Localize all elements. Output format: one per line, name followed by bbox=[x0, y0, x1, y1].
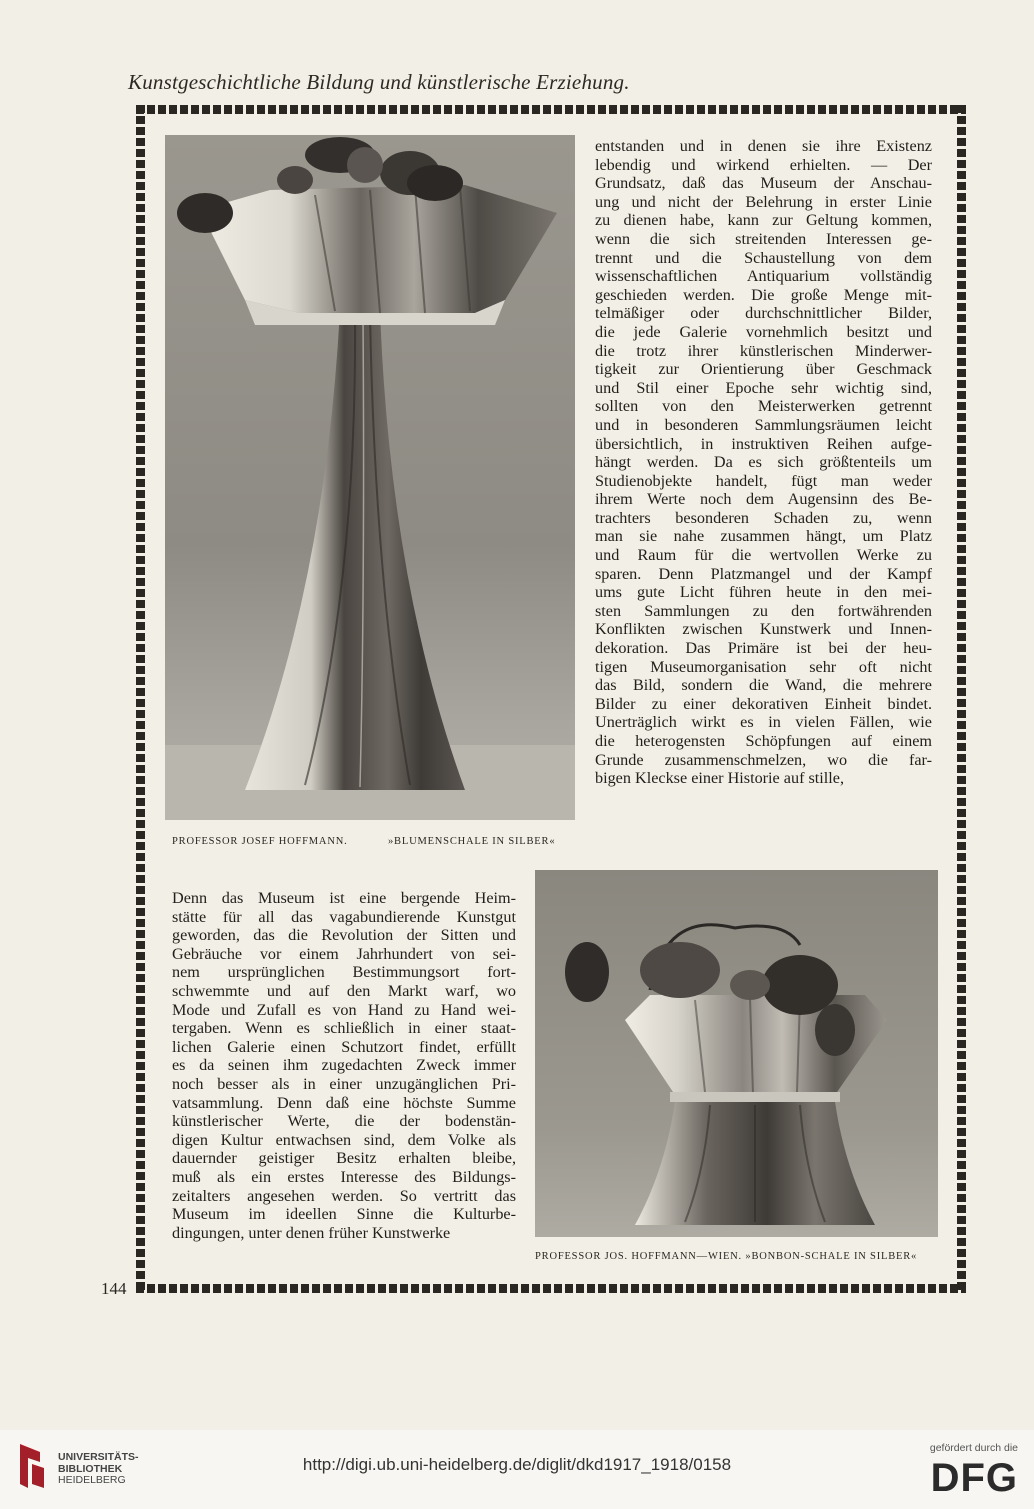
figure2-caption: PROFESSOR JOS. HOFFMANN—WIEN. »BONBON-SCHALE IN SILBER« bbox=[535, 1251, 918, 1262]
text-line: die trotz ihrer künstlerischen Minderwer- bbox=[595, 341, 932, 360]
frame-border-left bbox=[136, 105, 145, 1293]
text-line: Museum im ideellen Sinne die Kulturbe- bbox=[172, 1205, 516, 1224]
text-line: und in besonderen Sammlungsräumen leicht bbox=[595, 415, 932, 434]
text-line: die jede Galerie vornehmlich besitzt und bbox=[595, 322, 932, 341]
text-line: und Raum für die wertvollen Werke zu bbox=[595, 546, 932, 565]
text-line: entstanden und in denen sie ihre Existenz bbox=[595, 137, 932, 155]
text-line: Studienobjekte handelt, fügt man weder bbox=[595, 471, 932, 490]
text-line: vatsammlung. Denn daß eine höchste Summe bbox=[172, 1093, 516, 1112]
photo-blumenschale bbox=[165, 135, 575, 820]
figure1-caption-title: »BLUMENSCHALE IN SILBER« bbox=[388, 836, 556, 847]
text-line: digen Kultur entwachsen sind, dem Volke als bbox=[172, 1130, 516, 1149]
text-line: Gebräuche vor einem Jahrhundert von sei- bbox=[172, 944, 516, 963]
text-line: wissenschaftlichen Antiquarium vollständig bbox=[595, 267, 932, 286]
frame-border-right bbox=[957, 105, 966, 1293]
text-line: Grunde zusammenschmelzen, wo die far- bbox=[595, 750, 932, 769]
library-name-line1: UNIVERSITÄTS- bbox=[58, 1451, 139, 1463]
text-line: Unerträglich wirkt es in vielen Fällen, wie bbox=[595, 713, 932, 732]
text-line: telmäßiger oder durchschnittlicher Bilder, bbox=[595, 304, 932, 323]
blumenschale-vase-illustration bbox=[165, 135, 575, 820]
text-line: Bilder zu einer dekorativen Einheit bindet. bbox=[595, 694, 932, 713]
text-line: wenn die sich streitenden Interessen ge- bbox=[595, 229, 932, 248]
text-line: stätte für all das vagabundierende Kunstgut bbox=[172, 907, 516, 926]
text-line: lebendig und wirkend erhielten. — Der bbox=[595, 155, 932, 174]
text-line: tigen Museumorganisation sehr oft nicht bbox=[595, 657, 932, 676]
text-line: lichen Galerie einen Schutzort findet, erfüllt bbox=[172, 1037, 516, 1056]
text-line: zu dienen habe, kann zur Geltung kommen, bbox=[595, 211, 932, 230]
photo-bonbon-schale bbox=[535, 870, 938, 1237]
text-line: geschieden werden. Die große Menge mit- bbox=[595, 285, 932, 304]
text-line: nem ursprünglichen Bestimmungsort fort- bbox=[172, 963, 516, 982]
text-line: tigkeit zur Orientierung über Geschmack bbox=[595, 360, 932, 379]
page-number: 144 bbox=[101, 1279, 127, 1298]
text-line: sten Sammlungen zu den fortwährenden bbox=[595, 601, 932, 620]
text-line: tergaben. Wenn es schließlich in einer staat- bbox=[172, 1019, 516, 1038]
bonbon-schale-illustration bbox=[535, 870, 938, 1237]
text-line: übersichtlich, in instruktiven Reihen aufge- bbox=[595, 434, 932, 453]
text-line: geworden, das die Revolution der Sitten und bbox=[172, 926, 516, 945]
text-line: sparen. Denn Platzmangel und der Kampf bbox=[595, 564, 932, 583]
text-line: dingungen, unter denen früher Kunstwerke bbox=[172, 1223, 451, 1242]
text-line: und Stil einer Epoche sehr wichtig sind, bbox=[595, 378, 932, 397]
text-line: hängt werden. Da es sich größtenteils um bbox=[595, 453, 932, 472]
permalink-url[interactable]: http://digi.ub.uni-heidelberg.de/diglit/dkd1917_1918/0158 bbox=[302, 1455, 732, 1474]
text-line: zeitalters angesehen werden. So vertritt das bbox=[172, 1186, 516, 1205]
text-line: es da seinen ihm zugedachten Zweck immer bbox=[172, 1056, 516, 1075]
text-line: schwemmte und auf den Markt warf, wo bbox=[172, 981, 516, 1000]
dfg-logo: DFG bbox=[930, 1456, 1018, 1500]
text-column-right bbox=[595, 137, 932, 788]
text-line: ung und nicht der Belehrung in erster Linie bbox=[595, 192, 932, 211]
text-line: das Bild, sondern die Wand, die mehrere bbox=[595, 676, 932, 695]
text-line: dauernder geistiger Besitz erhalten bleibe, bbox=[172, 1149, 516, 1168]
funding-note: gefördert durch die bbox=[929, 1442, 1018, 1454]
text-line: man sie nahe zusammen hängt, um Platz bbox=[595, 527, 932, 546]
text-line: die heterogensten Schöpfungen auf einem bbox=[595, 732, 932, 750]
text-line: Grundsatz, daß das Museum der Anschau- bbox=[595, 174, 932, 193]
frame-border-top bbox=[136, 105, 966, 114]
text-line: ums gute Licht führen heute in den mei- bbox=[595, 583, 932, 602]
text-line: noch besser als in einer unzugänglichen Pri- bbox=[172, 1074, 516, 1093]
text-line: trachters besonderen Schaden zu, wenn bbox=[595, 508, 932, 527]
figure1-caption-artist: PROFESSOR JOSEF HOFFMANN. bbox=[172, 836, 348, 847]
running-head: Kunstgeschichtliche Bildung und künstlerische Erziehung. bbox=[128, 70, 630, 94]
frame-border-bottom bbox=[136, 1284, 966, 1293]
text-line: Mode und Zufall es von Hand zu Hand wei- bbox=[172, 1000, 516, 1019]
text-line: sollten von den Meisterwerken getrennt bbox=[595, 397, 932, 416]
text-line: dekoration. Das Primäre ist bei der heu- bbox=[595, 639, 932, 658]
text-line: trennt und die Schaustellung von dem bbox=[595, 248, 932, 267]
text-line: bigen Kleckse einer Historie auf stille, bbox=[595, 769, 845, 788]
text-line: Konflikten zwischen Kunstwerk und Innen- bbox=[595, 620, 932, 639]
library-name-line3: HEIDELBERG bbox=[58, 1474, 126, 1486]
text-line: Denn das Museum ist eine bergende Heim- bbox=[172, 889, 516, 907]
text-line: künstlerischer Werte, die der bodenstän- bbox=[172, 1112, 516, 1131]
text-column-left bbox=[172, 889, 516, 1242]
text-line: muß als ein erstes Interesse des Bildungs- bbox=[172, 1167, 516, 1186]
library-name-line2: BIBLIOTHEK bbox=[58, 1462, 123, 1475]
text-line: ihrem Werte noch dem Augensinn des Be- bbox=[595, 490, 932, 509]
